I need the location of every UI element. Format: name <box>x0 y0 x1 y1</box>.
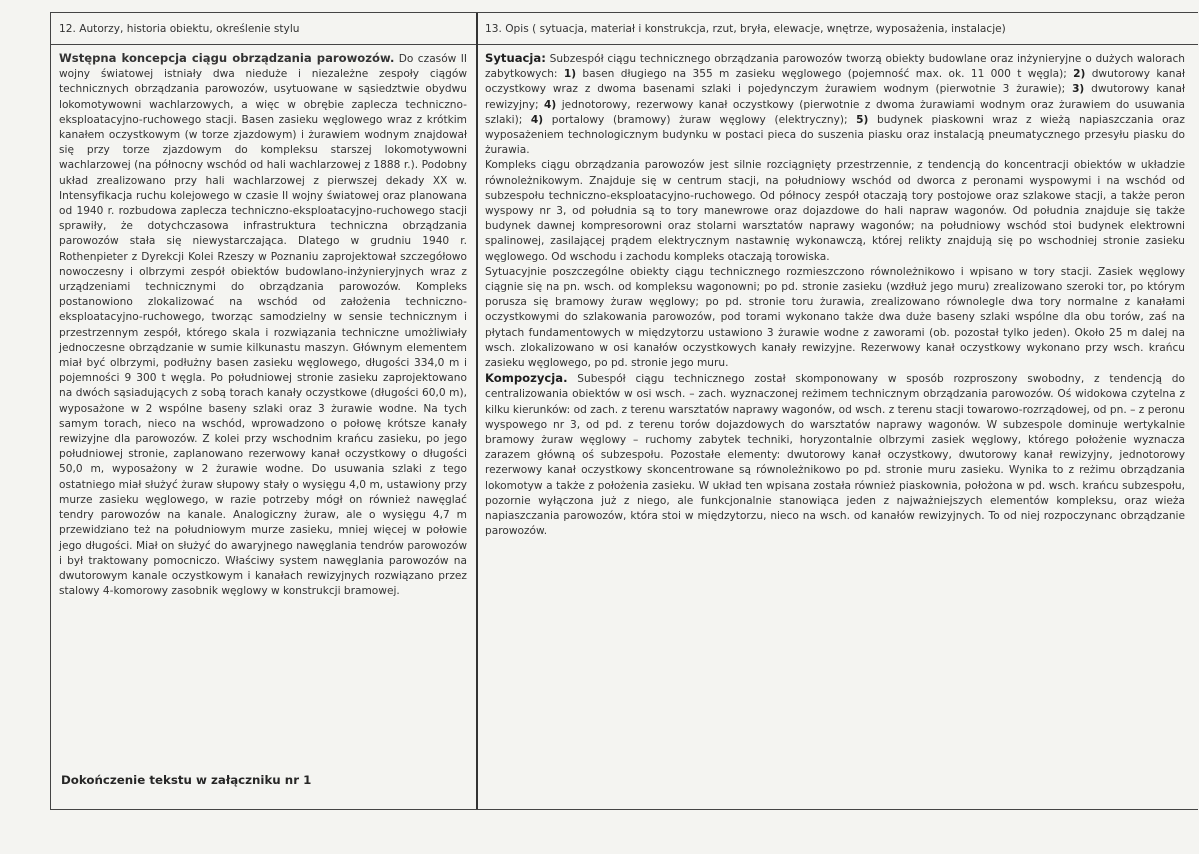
layout-paragraph: Sytuacyjnie poszczególne obiekty ciągu technicznego rozmieszczono równoleżnikowo i wpisano w tory stacji. Zasiek węglowy ciągnie się na pn. wsch. od kompleksu wagonowni; po pd. stronie zasieku (wzdłuż jego muru) zrealizowano szeroki tor, po którym porusza się bramowy żuraw węglowy; po pd. stronie toru żurawia, zrealizowano równolegle dwa tory normalne z kanałami oczystkowymi do szlakowania parowozów, pod torami wykonano także dwa duże baseny szlaki wspólne dla obu torów, zaś na płytach fundamentowych w międzytorzu ustawiono 3 żurawie wodne z zaworami (ob. pozostał tylko jeden). Około 25 m dalej na wsch. zlokalizowano w osi kanałów oczystkowych kanały rewizyjne. Rezerwowy kanał oczystkowy wykonano przy wsch. krańcu zasieku węglowego, po pd. stronie jego muru. <box>485 265 1185 370</box>
item-text: basen długiego na 355 m zasieku węglowego (pojemność max. ok. 11 000 t węgla); <box>576 68 1074 81</box>
history-heading: Wstępna koncepcja ciągu obrządzania parowozów. <box>59 51 395 65</box>
item-text: jednotorowy, rezerwowy kanał oczystkowy (pierwotnie z dwoma żurawiami wodnym oraz żurawiem do usuwania szlaki); <box>485 98 1185 126</box>
item-number: 5) <box>856 113 869 126</box>
item-number: 2) <box>1073 68 1086 81</box>
sytuacja-text: Subzespół ciągu technicznego obrządzania parowozów tworzą obiekty budowlane oraz inżynieryjne o dużych walorach zabytkowych: <box>485 53 1185 81</box>
item-number: 4) <box>530 113 544 126</box>
item-number: 4) <box>544 98 557 111</box>
continuation-note: Dokończenie tekstu w załączniku nr 1 <box>61 773 312 787</box>
history-body: Do czasów II wojny światowej istniały dwa nieduże i niezależne zespoły ciągów technicznych obrządzania parowozów, usytuowane w sąsiedztwie obydwu lokomotywowni wachlarzowych, a więc w obrębie zaplecza techniczno-eksploatacyjno-ruchowego stacji. Basen zasieku węglowego wraz z krótkim kanałem oczystkowym (w torze zjazdowym) i żurawiem wodnym znajdował się przy torze zjazdowym do kompleksu starszej lokomotywowni wachlarzowej (na północny wschód od hali wachlarzowej z 1888 r.). Podobny układ zrealizowano przy hali wachlarzowej z pierwszej dekady XX w. Intensyfikacja ruchu kolejowego w czasie II wojny światowej oraz planowana od 1940 r. rozbudowa zaplecza techniczno-eksploatacyjno-ruchowego stacji sprawiły, że dotychczasowa infrastruktura techniczna obrządzania parowozów stała się niewystarczająca. Dlatego w grudniu 1940 r. Rothenpieter z Dyrekcji Kolei Rzeszy w Poznaniu zaprojektował szczegółowo nowoczesny i olbrzymi zespół obiektów budowlano-inżynieryjnych wraz z urządzeniami technicznymi do obrządzania parowozów. Kompleks postanowiono zlokalizować na wschód od założenia techniczno-eksploatacyjno-ruchowego, tworząc samodzielny w sensie technicznym i przestrzennym zespół, którego skala i rozwiązania techniczne umożliwiały jednoczesne obrządzanie w sumie kilkunastu maszyn. Głównym elementem miał być olbrzymi, podłużny basen zasieku węglowego, długości 334,0 m i pojemności 9 300 t węgla. Po południowej stronie zasieku zaprojektowano na dwóch sąsiadujących z sobą torach kanały oczystkowe (długości 60,0 m), wyposażone w 2 wspólne baseny szlaki oraz 3 żurawie wodne. Na tych samym torach, nieco na wschód, wprowadzono o połowę krótsze kanały rewizyjne dla parowozów. Z kolei przy wschodnim krańcu zasieku, po jego południowej stronie, zaplanowano rezerwowy kanał oczystkowy o długości 50,0 m, wyposażony w 2 żurawie wodne. Do usuwania szlaki z tego ostatniego miał służyć żuraw słupowy stały o wysięgu 4,0 m, ustawiony przy murze zasieku węglowego, w razie potrzeby mógł on również nawęglać tendry parowozów na kanale. Analogiczny żuraw, ale o wysięgu 4,7 m przewidziano też na południowym murze zasieku, mniej więcej w połowie jego długości. Miał on służyć do awaryjnego nawęglania tendrów parowozów i był traktowany pomocniczo. Właściwy system nawęglania parowozów na dwutorowym kanale oczystkowym i kanałach rewizyjnych rozwiązano przez stalowy 4-komorowy zasobnik węglowy w konstrukcji bramowej. <box>59 53 467 598</box>
sytuacja-label: Sytuacja: <box>485 51 546 65</box>
item-number: 1) <box>563 68 577 81</box>
column-divider <box>476 13 478 809</box>
history-column <box>59 51 467 599</box>
form-sheet <box>50 12 1198 810</box>
description-column <box>485 51 1185 540</box>
kompozycja-paragraph <box>485 371 1185 539</box>
history-paragraph <box>59 51 467 599</box>
sytuacja-paragraph <box>485 51 1185 158</box>
item-text: budynek piaskowni wraz z wieżą napiaszczania oraz wyposażeniem technologicznym budynku w postaci pieca do suszenia piasku oraz instalacją pneumatycznego przesyłu piasku do żurawia. <box>485 113 1185 157</box>
item-text: dwutorowy kanał rewizyjny; <box>485 83 1185 111</box>
location-paragraph: Kompleks ciągu obrządzania parowozów jest silnie rozciągnięty przestrzennie, z tendencją do koncentracji obiektów w układzie równoleżnikowym. Znajduje się w centrum stacji, na południowy wschód od dworca z peronami wyspowymi i na wschód od subzespołu techniczno-eksploatacyjno-ruchowego. Od północy zespół otaczają tory postojowe oraz szlakowe stacji, a także peron wyspowy nr 3, od południa są to tory manewrowe oraz dojazdowe do hali napraw wagonów. Od południa znajduje się także budynek dawnej kompresorowni oraz stolarni warsztatów naprawy wagonów; na południowy wschód stoi budynek elektrowni spalinowej, zasilającej prądem elektrycznym nastawnię wykonawczą, której relikty znajdują się po wschodniej stronie zasieku węglowego. Od wschodu i zachodu kompleks otaczają torowiska. <box>485 159 1185 263</box>
item-text: portalowy (bramowy) żuraw węglowy (elektryczny); <box>543 113 857 126</box>
item-text: dwutorowy kanał oczystkowy wraz z dwoma basenami szlaki i pojedynczym żurawiem wodnym (pierwotnie 3 żurawie); <box>485 68 1185 96</box>
kompozycja-text: Subespół ciągu technicznego został skomponowany w sposób rozproszony swobodny, z tendencją do centralizowania obiektów w osi wsch. – zach. wyznaczonej reżimem technicznym obrządzania parowozów. Oś widokowa czytelna z kilku kierunków: od zach. z terenu warsztatów naprawy wagonów, od wsch. z terenu stacji towarowo-rozrządowej, od pn. – z peronu wyspowego nr 3, od pd. z terenu torów dojazdowych do warsztatów naprawy wagonów. W subzespole dominuje wertykalnie bramowy żuraw węglowy – ruchomy zabytek techniki, horyzontalnie olbrzymi zasiek węglowy, którego położenie wyznacza zarazem główną oś subzespołu. Pozostałe elementy: dwutorowy kanał oczystkowy, dwutorowy kanał rewizyjny, jednotorowy rezerwowy kanał oczystkowy skoncentrowane są równoleżnikowo po pd. stronie muru zasieku. Wynika to z reżimu obrządzania lokomotyw a także z położenia zasieku. W układ ten wpisana została również piaskownia, położona w pd. wsch. krańcu subzespołu, pozornie wyłączona już z niego, ale funkcjonalnie stanowiąca jeden z najważniejszych elementów kompleksu, oraz wieża napiaszczania parowozów, która stoi w międzytorzu, nieco na wsch. od kanałów rewizyjnych. To od niej rozpoczynanc obrządzanie parowozów. <box>485 373 1185 538</box>
section-12-title: 12. Autorzy, historia obiektu, określenie stylu <box>59 23 300 35</box>
kompozycja-label: Kompozycja. <box>485 371 568 386</box>
section-13-title: 13. Opis ( sytuacja, materiał i konstrukcja, rzut, bryła, elewacje, wnętrze, wyposażenia, instalacje) <box>485 23 1006 35</box>
item-number: 3) <box>1072 83 1085 96</box>
header-row <box>51 13 1198 45</box>
